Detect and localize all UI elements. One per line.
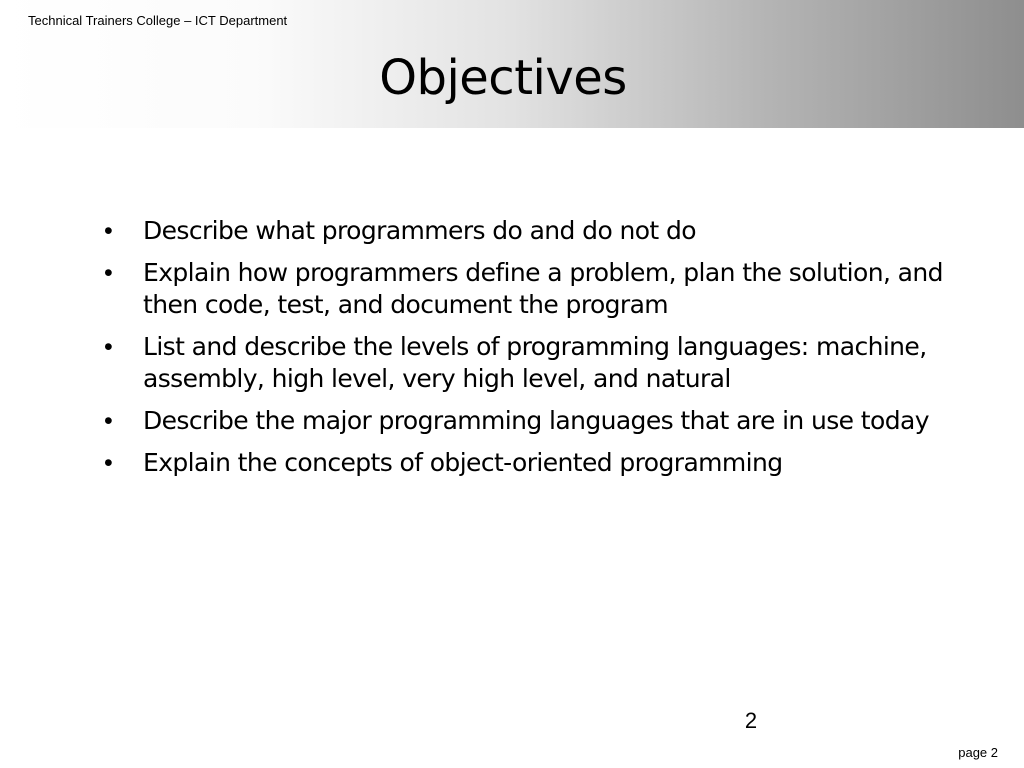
list-item (104, 447, 984, 479)
list-item-text: Describe what programmers do and do not do (143, 216, 696, 245)
bullet-icon: • (104, 333, 113, 361)
list-item-text: Explain the concepts of object-oriented programming (143, 448, 783, 477)
slide-number: 2 (744, 708, 758, 733)
list-item (104, 331, 984, 395)
bullet-icon: • (104, 407, 113, 435)
bullet-icon: • (104, 217, 113, 245)
bullet-icon: • (104, 259, 113, 287)
header-caption: Technical Trainers College – ICT Department (28, 13, 288, 28)
bullet-icon: • (104, 449, 113, 477)
page-footer: page 2 (958, 745, 998, 760)
list-item-text: Describe the major programming languages that are in use today (143, 406, 929, 435)
list-item-text: List and describe the levels of programming languages: machine, assembly, high level, very high level, and natural (143, 332, 927, 393)
slide-title: Objectives (379, 50, 627, 106)
objectives-list (104, 215, 984, 489)
list-item (104, 257, 984, 321)
list-item-text: Explain how programmers define a problem, plan the solution, and then code, test, and document the program (143, 258, 943, 319)
list-item (104, 405, 984, 437)
list-item (104, 215, 984, 247)
